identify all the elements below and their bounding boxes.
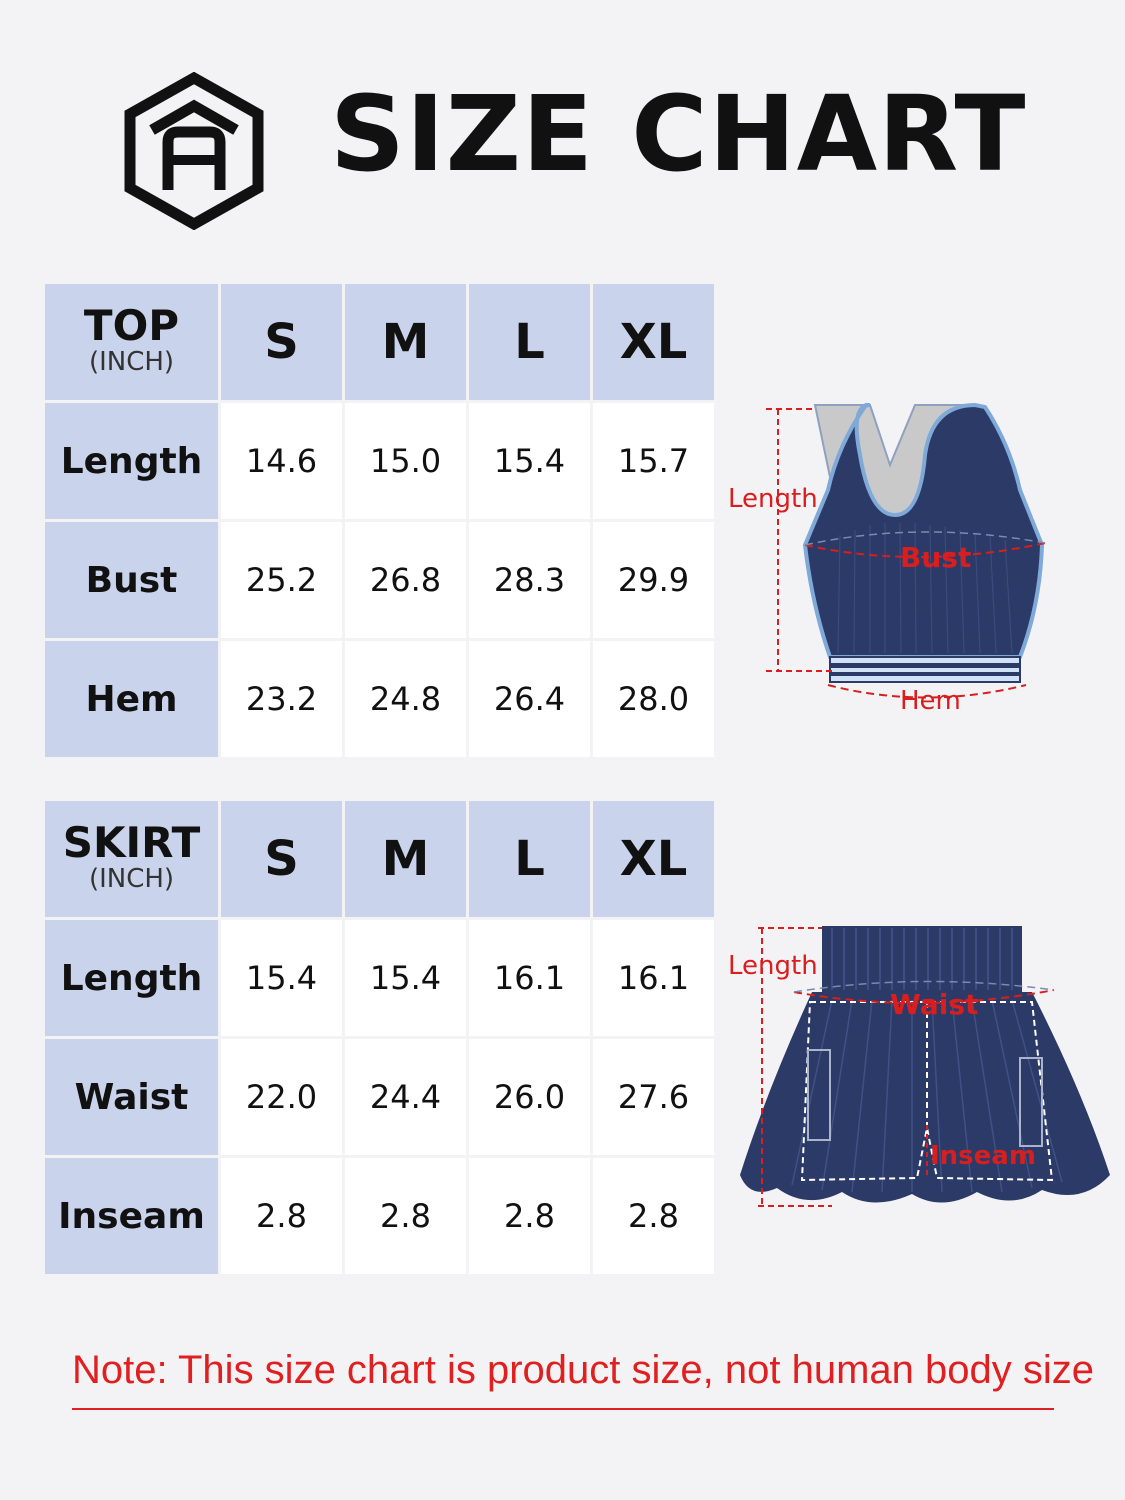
table-unit: (INCH) (88, 864, 175, 895)
length-measure-label: Length (728, 484, 818, 514)
bust-measure-label: Bust (900, 541, 972, 574)
table-name: SKIRT (62, 818, 201, 868)
table-row (45, 641, 714, 757)
hexagon-logo-icon (122, 72, 266, 230)
table-cell: 24.8 (369, 680, 442, 718)
table-row (45, 403, 714, 519)
size-header-s: S (264, 314, 299, 370)
table-cell: 26.8 (369, 561, 442, 599)
row-label-length: Length (60, 957, 203, 999)
size-header-m: M (381, 314, 430, 370)
size-note: Note: This size chart is product size, not human body size (72, 1348, 1094, 1392)
size-header-l: L (514, 314, 545, 370)
size-header-s: S (264, 831, 299, 887)
row-label-bust: Bust (85, 559, 178, 601)
length-measure-label: Length (728, 951, 818, 981)
table-name-cell (45, 284, 218, 400)
table-cell: 15.7 (617, 442, 690, 480)
table-cell: 26.4 (493, 680, 566, 718)
table-cell: 29.9 (617, 561, 690, 599)
row-label-waist: Waist (74, 1076, 189, 1118)
table-name: TOP (83, 301, 180, 351)
table-header-row (45, 801, 714, 917)
table-cell: 2.8 (380, 1197, 431, 1235)
row-label-inseam: Inseam (58, 1195, 205, 1237)
header (0, 0, 1125, 250)
table-row (45, 1158, 714, 1274)
waist-measure-label: Waist (890, 988, 979, 1021)
table-name-cell (45, 801, 218, 917)
table-row (45, 522, 714, 638)
table-cell: 26.0 (493, 1078, 566, 1116)
size-header-l: L (514, 831, 545, 887)
table-cell: 27.6 (617, 1078, 690, 1116)
table-cell: 14.6 (245, 442, 318, 480)
table-unit: (INCH) (88, 347, 175, 378)
note-underline (72, 1408, 1054, 1410)
table-cell: 2.8 (628, 1197, 679, 1235)
table-cell: 28.3 (493, 561, 566, 599)
table-header-row (45, 284, 714, 400)
size-header-xl: XL (619, 831, 688, 887)
table-cell: 15.4 (369, 959, 442, 997)
size-header-xl: XL (619, 314, 688, 370)
size-header-m: M (381, 831, 430, 887)
skirt-size-table (42, 798, 717, 1277)
table-cell: 15.4 (493, 442, 566, 480)
table-cell: 2.8 (256, 1197, 307, 1235)
table-cell: 25.2 (245, 561, 318, 599)
table-cell: 23.2 (245, 680, 318, 718)
table-cell: 28.0 (617, 680, 690, 718)
table-cell: 16.1 (493, 959, 566, 997)
table-cell: 16.1 (617, 959, 690, 997)
table-cell: 15.0 (369, 442, 442, 480)
table-cell: 2.8 (504, 1197, 555, 1235)
inseam-measure-label: Inseam (930, 1141, 1036, 1171)
hem-measure-label: Hem (900, 686, 961, 716)
table-cell: 22.0 (245, 1078, 318, 1116)
row-label-hem: Hem (85, 678, 178, 720)
row-label-length: Length (60, 440, 203, 482)
table-row (45, 920, 714, 1036)
top-size-table (42, 281, 717, 760)
table-cell: 15.4 (245, 959, 318, 997)
table-cell: 24.4 (369, 1078, 442, 1116)
page-title: SIZE CHART (330, 73, 1027, 195)
table-row (45, 1039, 714, 1155)
top-garment-illustration (720, 395, 1060, 725)
skirt-garment-illustration (722, 920, 1117, 1220)
